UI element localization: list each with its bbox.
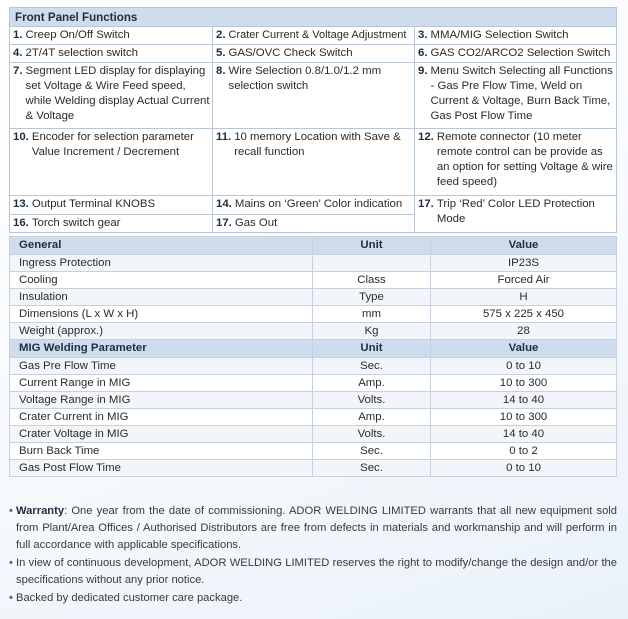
param-unit: Class bbox=[313, 272, 431, 289]
mig-section bbox=[10, 340, 617, 477]
param-name: Crater Current in MIG bbox=[10, 409, 313, 426]
param-value: 14 to 40 bbox=[431, 426, 617, 443]
front-panel-title: Front Panel Functions bbox=[10, 8, 617, 27]
param-unit: Sec. bbox=[313, 460, 431, 477]
mig-header-row bbox=[10, 340, 617, 358]
param-value: 0 to 10 bbox=[431, 358, 617, 375]
table-row bbox=[10, 289, 617, 306]
value-header: Value bbox=[431, 340, 617, 358]
table-row bbox=[10, 358, 617, 375]
param-name: Voltage Range in MIG bbox=[10, 392, 313, 409]
function-cell: 4. 2T/4T selection switch bbox=[10, 45, 213, 63]
param-value: 14 to 40 bbox=[431, 392, 617, 409]
warranty-note bbox=[9, 503, 617, 554]
param-unit: Kg bbox=[313, 323, 431, 340]
unit-header: Unit bbox=[313, 340, 431, 358]
support-note bbox=[9, 590, 617, 607]
param-name: Weight (approx.) bbox=[10, 323, 313, 340]
param-unit: mm bbox=[313, 306, 431, 323]
development-text: In view of continuous development, ADOR WELDING LIMITED reserves the right to modify/change the design and/or the specifications without any prior notice. bbox=[16, 557, 617, 586]
bullet-icon: • bbox=[9, 592, 13, 604]
function-cell: 3. MMA/MIG Selection Switch bbox=[415, 27, 617, 45]
notes-section bbox=[9, 503, 617, 608]
value-header: Value bbox=[431, 237, 617, 255]
param-unit: Amp. bbox=[313, 375, 431, 392]
table-row bbox=[10, 443, 617, 460]
warranty-text: : One year from the date of commissioning. ADOR WELDING LIMITED warrants that all new equipment sold from Plant/Area Offices / Authorised Distributors are free from defects in materials and workmanship and will perform in full accordance with applicable specifications. bbox=[16, 505, 617, 551]
param-value: H bbox=[431, 289, 617, 306]
table-row bbox=[10, 323, 617, 340]
section-title: General bbox=[10, 237, 313, 255]
param-value: 0 to 2 bbox=[431, 443, 617, 460]
function-cell: 14. Mains on ‘Green’ Color indication bbox=[213, 196, 415, 215]
param-name: Burn Back Time bbox=[10, 443, 313, 460]
table-row bbox=[10, 426, 617, 443]
datasheet bbox=[9, 7, 616, 477]
param-unit: Sec. bbox=[313, 358, 431, 375]
param-name: Gas Post Flow Time bbox=[10, 460, 313, 477]
bullet-icon: • bbox=[9, 557, 13, 569]
table-row bbox=[10, 306, 617, 323]
function-cell: 9. Menu Switch Selecting all Functions - Gas Pre Flow Time, Weld on Current & Voltage, Burn Back Time, Gas Post Flow Time bbox=[415, 63, 617, 129]
function-cell: 17. Trip ‘Red’ Color LED Protection Mode bbox=[415, 196, 617, 233]
param-unit: Volts. bbox=[313, 426, 431, 443]
function-cell: 16. Torch switch gear bbox=[10, 215, 213, 233]
param-unit bbox=[313, 255, 431, 272]
general-header-row bbox=[10, 237, 617, 255]
param-name: Gas Pre Flow Time bbox=[10, 358, 313, 375]
table-row bbox=[10, 375, 617, 392]
function-cell: 11. 10 memory Location with Save & recall function bbox=[213, 129, 415, 196]
support-text: Backed by dedicated customer care package. bbox=[16, 592, 243, 604]
front-panel-functions-table bbox=[9, 7, 617, 233]
function-cell: 10. Encoder for selection parameter Value Increment / Decrement bbox=[10, 129, 213, 196]
table-row bbox=[10, 409, 617, 426]
specifications-table bbox=[9, 236, 617, 477]
param-value: Forced Air bbox=[431, 272, 617, 289]
param-name: Dimensions (L x W x H) bbox=[10, 306, 313, 323]
function-cell: 2. Crater Current & Voltage Adjustment bbox=[213, 27, 415, 45]
function-cell: 17. Gas Out bbox=[213, 215, 415, 233]
warranty-label: Warranty bbox=[16, 505, 65, 517]
unit-header: Unit bbox=[313, 237, 431, 255]
param-name: Insulation bbox=[10, 289, 313, 306]
function-cell: 13. Output Terminal KNOBS bbox=[10, 196, 213, 215]
param-name: Current Range in MIG bbox=[10, 375, 313, 392]
param-unit: Amp. bbox=[313, 409, 431, 426]
param-value: IP23S bbox=[431, 255, 617, 272]
function-cell: 7. Segment LED display for displaying set Voltage & Wire Feed speed, while Welding display Actual Current & Voltage bbox=[10, 63, 213, 129]
table-row bbox=[10, 392, 617, 409]
function-cell: 6. GAS CO2/ARCO2 Selection Switch bbox=[415, 45, 617, 63]
param-unit: Volts. bbox=[313, 392, 431, 409]
param-value: 10 to 300 bbox=[431, 375, 617, 392]
section-title: MIG Welding Parameter bbox=[10, 340, 313, 358]
param-unit: Type bbox=[313, 289, 431, 306]
param-name: Crater Voltage in MIG bbox=[10, 426, 313, 443]
param-name: Ingress Protection bbox=[10, 255, 313, 272]
table-row bbox=[10, 272, 617, 289]
function-cell: 8. Wire Selection 0.8/1.0/1.2 mm selection switch bbox=[213, 63, 415, 129]
function-cell: 5. GAS/OVC Check Switch bbox=[213, 45, 415, 63]
param-value: 575 x 225 x 450 bbox=[431, 306, 617, 323]
param-value: 0 to 10 bbox=[431, 460, 617, 477]
function-cell: 1. Creep On/Off Switch bbox=[10, 27, 213, 45]
general-section bbox=[10, 237, 617, 340]
param-value: 10 to 300 bbox=[431, 409, 617, 426]
param-value: 28 bbox=[431, 323, 617, 340]
param-unit: Sec. bbox=[313, 443, 431, 460]
bullet-icon: • bbox=[9, 505, 13, 517]
param-name: Cooling bbox=[10, 272, 313, 289]
table-row bbox=[10, 255, 617, 272]
function-cell: 12. Remote connector (10 meter remote control can be provide as an option for setting Voltage & wire feed speed) bbox=[415, 129, 617, 196]
table-row bbox=[10, 460, 617, 477]
development-note bbox=[9, 555, 617, 589]
